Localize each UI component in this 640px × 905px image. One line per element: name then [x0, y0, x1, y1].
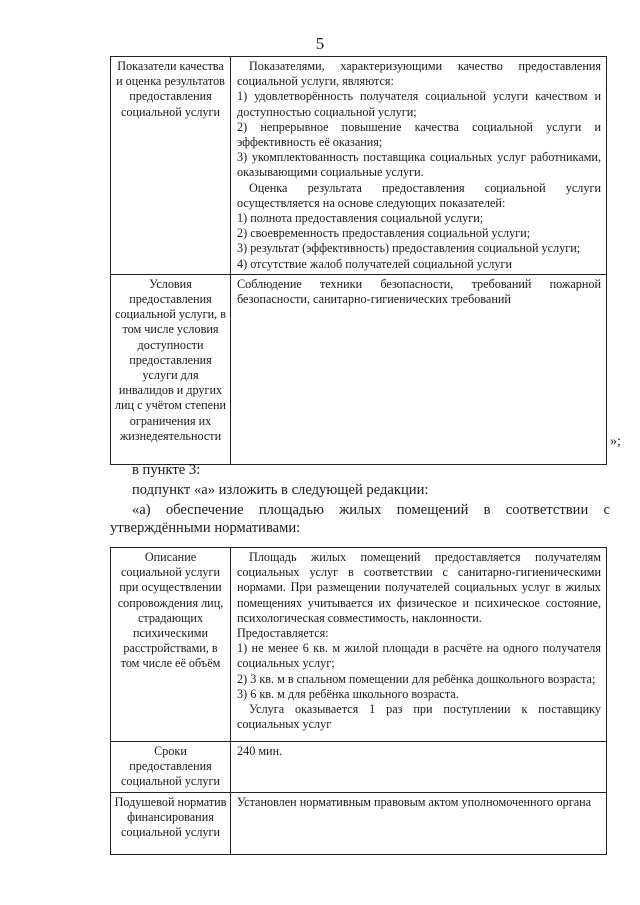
paragraph-subpoint-a: подпункт «а» изложить в следующей редакции: — [132, 482, 429, 498]
service-table-housing — [110, 547, 607, 855]
cell-paragraph: 240 мин. — [237, 744, 283, 758]
cell-paragraph: 2) своевременность предоставления социальной услуги; — [237, 226, 531, 241]
table-row — [111, 274, 607, 464]
closing-quote: »; — [610, 434, 621, 449]
cell-paragraph: 1) полнота предоставления социальной услуги; — [237, 211, 484, 226]
cell-paragraph: Услуга оказывается 1 раз при поступлении к поставщику социальных услуг — [237, 702, 601, 732]
table-row — [111, 57, 607, 275]
row-label-financing: Подушевой норматив финансирования социальной услуги — [111, 792, 231, 854]
row-value-conditions — [231, 274, 607, 464]
table-row — [111, 548, 607, 742]
cell-paragraph: Соблюдение техники безопасности, требований пожарной безопасности, санитарно-гигиенических требований — [237, 276, 601, 307]
row-label-terms: Сроки предоставления социальной услуги — [111, 742, 231, 793]
cell-paragraph: Площадь жилых помещений предоставляется получателям социальных услуг в соответствии с санитарно-гигиеническими нормами. При размещении получателей социальных услуг в жилых помещениях учитывается их физическое и психическое состояние, психологическая совместимость, наклонности. — [237, 550, 601, 625]
paragraph-point-3: в пункте 3: — [132, 462, 201, 478]
cell-paragraph: Оценка результата предоставления социальной услуги осуществляется на основе следующих показателей: — [237, 180, 601, 210]
cell-paragraph: 2) 3 кв. м в спальном помещении для ребёнка дошкольного возраста; — [237, 671, 596, 686]
paragraph-new-wording: «а) обеспечение площадью жилых помещений в соответствии с утверждёнными нормативами: — [110, 502, 610, 536]
cell-paragraph: Показателями, характеризующими качество предоставления социальной услуги, являются: — [237, 59, 601, 89]
cell-paragraph: Установлен нормативным правовым актом уполномоченного органа — [237, 794, 592, 809]
row-value-description — [231, 548, 607, 742]
row-label-conditions: Условия предоставления социальной услуги, в том числе условия доступности предоставления услуги для инвалидов и других лиц с учётом степени ограничения их жизнедеятельности — [111, 274, 231, 464]
cell-paragraph: 4) отсутствие жалоб получателей социальной услуги — [237, 256, 512, 271]
cell-paragraph: 1) не менее 6 кв. м жилой площади в расчёте на одного получателя социальных услуг; — [237, 641, 601, 671]
row-value-quality — [231, 57, 607, 275]
table-row — [111, 792, 607, 854]
row-value-financing — [231, 792, 607, 854]
service-table-quality — [110, 56, 607, 465]
row-label-description: Описание социальной услуги при осуществлении сопровождения лиц, страдающих психическими расстройствами, в том числе её объём — [111, 548, 231, 742]
page-number: 5 — [315, 34, 325, 53]
cell-paragraph: 2) непрерывное повышение качества социальной услуги и эффективность её оказания; — [237, 119, 601, 150]
cell-paragraph: 3) результат (эффективность) предоставления социальной услуги; — [237, 241, 581, 256]
cell-paragraph: Предоставляется: — [237, 626, 329, 641]
cell-paragraph: 3) укомплектованность поставщика социальных услуг работниками, оказывающими социальные услуги. — [237, 150, 601, 180]
cell-paragraph: 3) 6 кв. м для ребёнка школьного возраста. — [237, 686, 459, 701]
cell-paragraph: 1) удовлетворённость получателя социальной услуги качеством и доступностью социальной услуги; — [237, 89, 601, 119]
row-value-terms — [231, 742, 607, 793]
row-label-quality: Показатели качества и оценка результатов предоставления социальной услуги — [111, 57, 231, 275]
table-row — [111, 742, 607, 793]
